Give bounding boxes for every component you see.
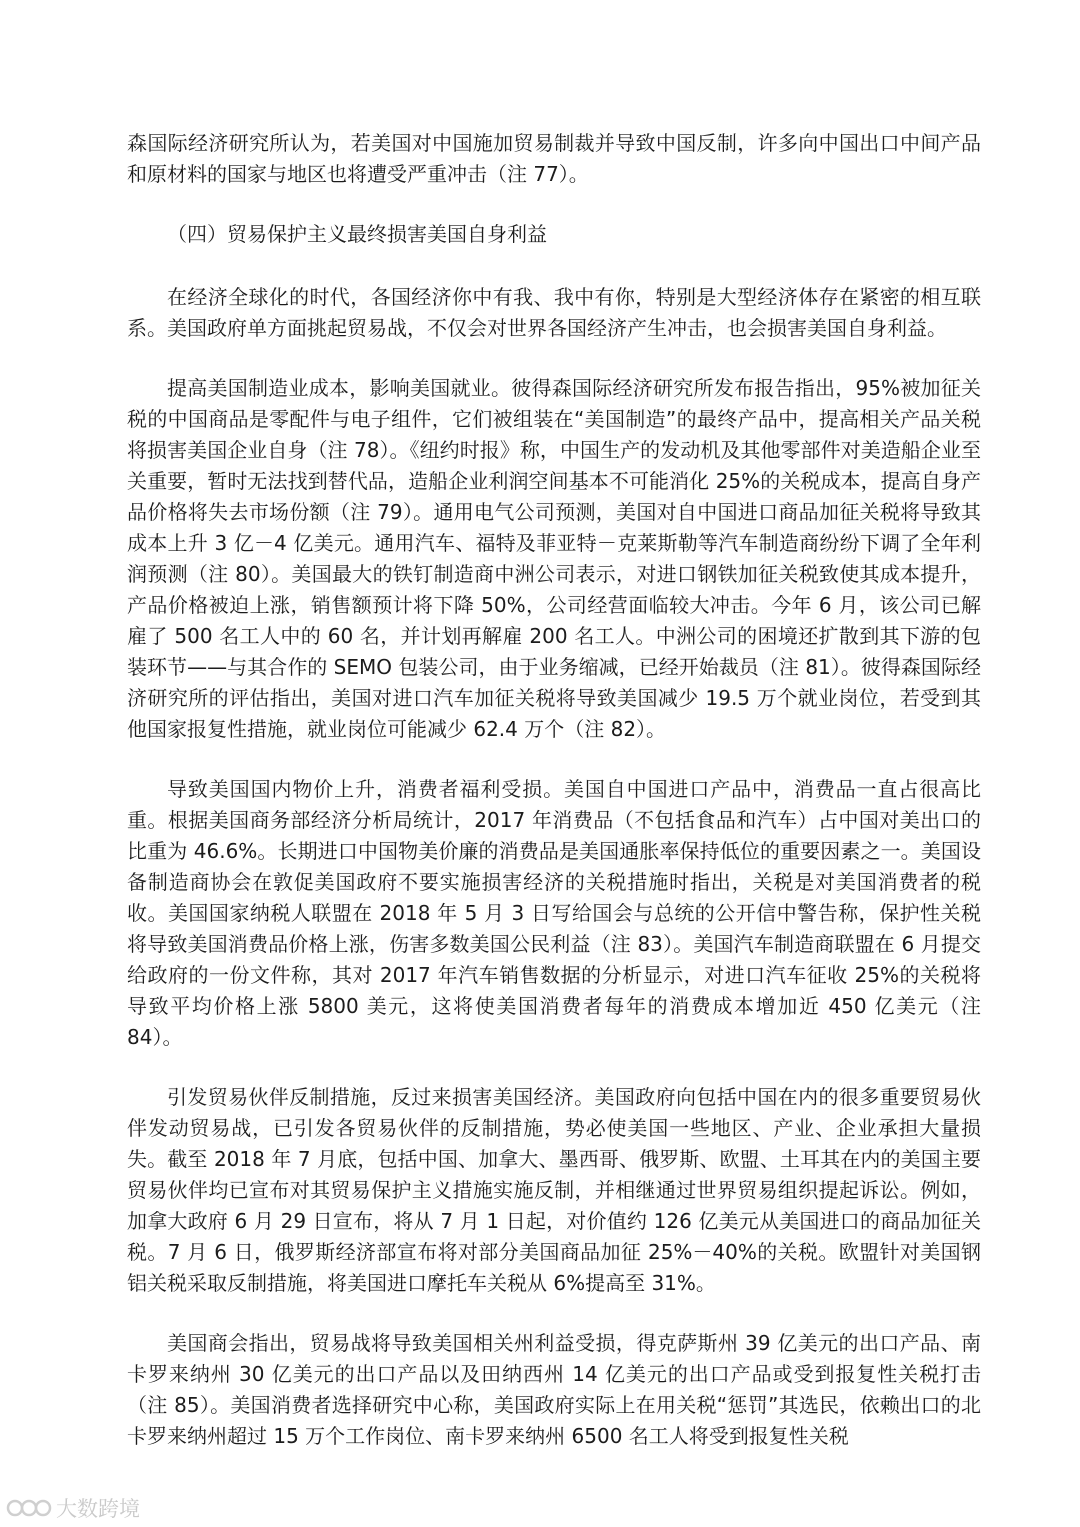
- section-heading: （四）贸易保护主义最终损害美国自身利益: [167, 222, 547, 246]
- paragraph-chamber-of-commerce: 美国商会指出，贸易战将导致美国相关州利益受损，得克萨斯州 39 亿美元的出口产品、南卡罗来纳州 30 亿美元的出口产品以及田纳西州 14 亿美元的出口产品或受到报复性关税打击（注 85）。美国消费者选择研究中心称，美国政府实际上在用关税“惩罚”其选民，依赖出口的北卡罗来纳州超过 15 万个工作岗位、南卡罗来纳州 6500 名工人将受到报复性关税: [127, 1331, 981, 1448]
- watermark: [6, 1493, 140, 1523]
- document-page: [127, 128, 981, 1481]
- paragraph-continuation: 森国际经济研究所认为，若美国对中国施加贸易制裁并导致中国反制，许多向中国出口中间产品和原材料的国家与地区也将遭受严重冲击（注 77）。: [127, 131, 981, 186]
- paragraph-manufacturing-cost: 提高美国制造业成本，影响美国就业。彼得森国际经济研究所发布报告指出，95%被加征关税的中国商品是零配件与电子组件，它们被组装在“美国制造”的最终产品中，提高相关产品关税将损害美国企业自身（注 78）。《纽约时报》称，中国生产的发动机及其他零部件对美造船企业至关重要，暂时无法找到替代品，造船企业利润空间基本不可能消化 25%的关税成本，提高自身产品价格将失去市场份额（注 79）。通用电气公司预测，美国对自中国进口商品加征关税将导致其成本上升 3 亿－4 亿美元。通用汽车、福特及菲亚特－克莱斯勒等汽车制造商纷纷下调了全年利润预测（注 80）。美国最大的铁钉制造商中洲公司表示，对进口钢铁加征关税致使其成本提升，产品价格被迫上涨，销售额预计将下降 50%，公司经营面临较大冲击。今年 6 月，该公司已解雇了 500 名工人中的 60 名，并计划再解雇 200 名工人。中洲公司的困境还扩散到其下游的包装环节——与其合作的 SEMO 包装公司，由于业务缩减，已经开始裁员（注 81）。彼得森国际经济研究所的评估指出，美国对进口汽车加征关税将导致美国减少 19.5 万个就业岗位，若受到其他国家报复性措施，就业岗位可能减少 62.4 万个（注 82）。: [127, 376, 981, 741]
- paragraph-retaliation: 引发贸易伙伴反制措施，反过来损害美国经济。美国政府向包括中国在内的很多重要贸易伙伴发动贸易战，已引发各贸易伙伴的反制措施，势必使美国一些地区、产业、企业承担大量损失。截至 2018 年 7 月底，包括中国、加拿大、墨西哥、俄罗斯、欧盟、土耳其在内的美国主要贸易伙伴均已宣布对其贸易保护主义措施实施反制，并相继通过世界贸易组织提起诉讼。例如，加拿大政府 6 月 29 日宣布，将从 7 月 1 日起，对价值约 126 亿美元从美国进口的商品加征关税。7 月 6 日，俄罗斯经济部宣布将对部分美国商品加征 25%－40%的关税。欧盟针对美国钢铝关税采取反制措施，将美国进口摩托车关税从 6%提高至 31%。: [127, 1085, 981, 1295]
- paragraph-consumer-prices: 导致美国国内物价上升，消费者福利受损。美国自中国进口产品中，消费品一直占很高比重。根据美国商务部经济分析局统计，2017 年消费品（不包括食品和汽车）占中国对美出口的比重为 46.6%。长期进口中国物美价廉的消费品是美国通胀率保持低位的重要因素之一。美国设备制造商协会在敦促美国政府不要实施损害经济的关税措施时指出，关税是对美国消费者的税收。美国国家纳税人联盟在 2018 年 5 月 3 日写给国会与总统的公开信中警告称，保护性关税将导致美国消费品价格上涨，伤害多数美国公民利益（注 83）。美国汽车制造商联盟在 6 月提交给政府的一份文件称，其对 2017 年汽车销售数据的分析显示，对进口汽车征收 25%的关税将导致平均价格上涨 5800 美元，这将使美国消费者每年的消费成本增加近 450 亿美元（注 84）。: [127, 777, 981, 1049]
- watermark-logo-icon: [6, 1497, 52, 1519]
- watermark-text: 大数跨境: [56, 1497, 140, 1521]
- paragraph-intro: 在经济全球化的时代，各国经济你中有我、我中有你，特别是大型经济体存在紧密的相互联系。美国政府单方面挑起贸易战，不仅会对世界各国经济产生冲击，也会损害美国自身利益。: [127, 285, 981, 340]
